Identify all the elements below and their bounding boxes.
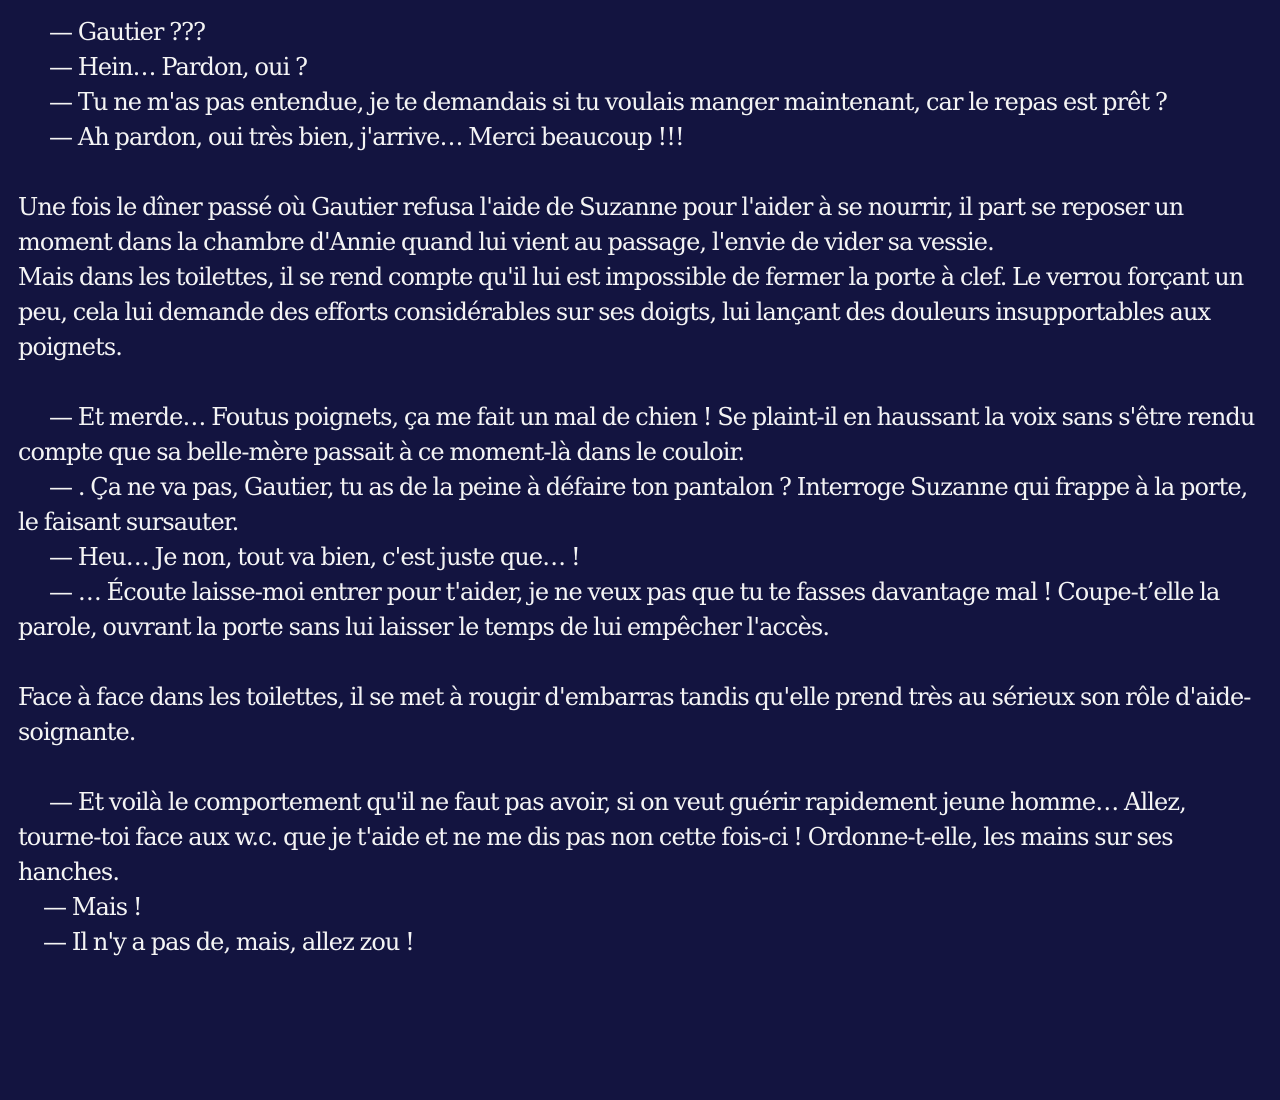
narration-paragraph: Mais dans les toilettes, il se rend compte qu'il lui est impossible de fermer la porte à clef. Le verrou forçant un peu, cela lui demande des efforts considérables sur ses doigts, lui lançant des douleurs insupportables aux poignets. [18, 263, 1244, 361]
dialogue-line: — Mais ! [43, 893, 142, 921]
document-page [18, 15, 1262, 960]
narration-paragraph: Face à face dans les toilettes, il se met à rougir d'embarras tandis qu'elle prend très au sérieux son rôle d'aide-soignante. [18, 683, 1251, 746]
paragraph-gap [18, 365, 1262, 400]
dialogue-line: — … Écoute laisse-moi entrer pour t'aider, je ne veux pas que tu te fasses davantage mal ! Coupe-t’elle la parole, ouvrant la porte sans lui laisser le temps de lui empêcher l'accès. [18, 578, 1220, 641]
dialogue-line: — Hein… Pardon, oui ? [49, 53, 308, 81]
paragraph-gap [18, 645, 1262, 680]
dialogue-line: — Et merde… Foutus poignets, ça me fait un mal de chien ! Se plaint-il en haussant la voix sans s'être rendu compte que sa belle-mère passait à ce moment-là dans le couloir. [18, 403, 1255, 466]
dialogue-line: — Gautier ??? [49, 18, 206, 46]
dialogue-line: — Heu… Je non, tout va bien, c'est juste que… ! [49, 543, 580, 571]
dialogue-line: — Et voilà le comportement qu'il ne faut pas avoir, si on veut guérir rapidement jeune homme… Allez, tourne-toi face aux w.c. que je t'aide et ne me dis pas non cette fois-ci ! Ordonne-t-elle, les mains sur ses hanches. [18, 788, 1186, 886]
dialogue-line: — . Ça ne va pas, Gautier, tu as de la peine à défaire ton pantalon ? Interroge Suzanne qui frappe à la porte, le faisant sursauter. [18, 473, 1248, 536]
dialogue-line: — Tu ne m'as pas entendue, je te demandais si tu voulais manger maintenant, car le repas est prêt ? [49, 88, 1167, 116]
dialogue-line: — Ah pardon, oui très bien, j'arrive… Merci beaucoup !!! [49, 123, 684, 151]
paragraph-gap [18, 750, 1262, 785]
narration-paragraph: Une fois le dîner passé où Gautier refusa l'aide de Suzanne pour l'aider à se nourrir, il part se reposer un moment dans la chambre d'Annie quand lui vient au passage, l'envie de vider sa vessie. [18, 193, 1184, 256]
dialogue-line: — Il n'y a pas de, mais, allez zou ! [43, 928, 414, 956]
paragraph-gap [18, 155, 1262, 190]
